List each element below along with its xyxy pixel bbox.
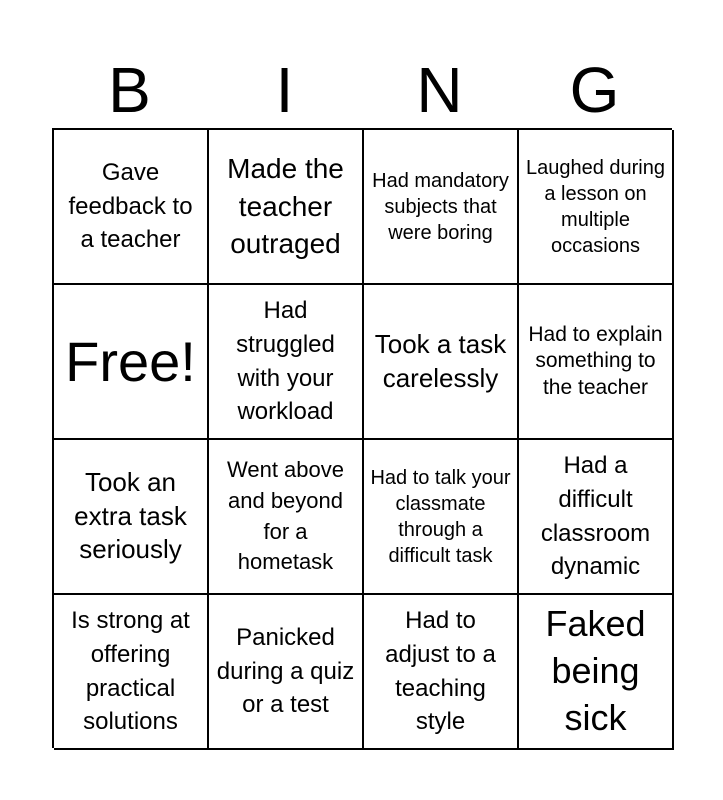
cell-text: Had struggled with your workload (236, 297, 335, 426)
bingo-cell[interactable] (364, 595, 519, 750)
header-letter-g: G (569, 54, 620, 126)
free-space-text: Free! (65, 329, 196, 393)
bingo-cell[interactable] (519, 130, 674, 285)
bingo-header (52, 52, 672, 128)
bingo-grid (52, 128, 672, 748)
cell-text: Had to explain something to the teacher (528, 323, 663, 399)
bingo-cell[interactable] (209, 285, 364, 440)
bingo-cell[interactable] (54, 595, 209, 750)
bingo-cell[interactable] (519, 285, 674, 440)
header-letter-i: I (275, 54, 294, 126)
bingo-cell[interactable] (364, 130, 519, 285)
bingo-cell[interactable] (209, 440, 364, 595)
header-letter-n: N (416, 54, 463, 126)
cell-text: Took a task carelessly (374, 328, 507, 393)
bingo-cell[interactable] (364, 285, 519, 440)
cell-text: Gave feedback to a teacher (68, 159, 193, 254)
cell-text: Took an extra task seriously (74, 466, 187, 565)
cell-text: Laughed during a lesson on multiple occasions (525, 156, 665, 257)
cell-text: Went above and beyond for a hometask (226, 456, 344, 575)
cell-text: Had to talk your classmate through a difficult task (370, 466, 511, 567)
cell-text: Had mandatory subjects that were boring (372, 169, 509, 244)
bingo-cell[interactable] (54, 130, 209, 285)
bingo-cell[interactable] (54, 440, 209, 595)
cell-text: Faked being sick (545, 603, 646, 738)
bingo-cell-free[interactable] (54, 285, 209, 440)
cell-text: Panicked during a quiz or a test (216, 624, 355, 719)
bingo-cell[interactable] (209, 595, 364, 750)
cell-text: Made the teacher outraged (227, 152, 344, 260)
cell-text: Had a difficult classroom dynamic (540, 452, 651, 581)
bingo-cell[interactable] (519, 595, 674, 750)
bingo-cell[interactable] (364, 440, 519, 595)
cell-text: Had to adjust to a teaching style (385, 607, 496, 736)
header-letter-b: B (108, 54, 151, 126)
bingo-cell[interactable] (209, 130, 364, 285)
cell-text: Is strong at offering practical solutions (71, 607, 190, 736)
bingo-cell[interactable] (519, 440, 674, 595)
